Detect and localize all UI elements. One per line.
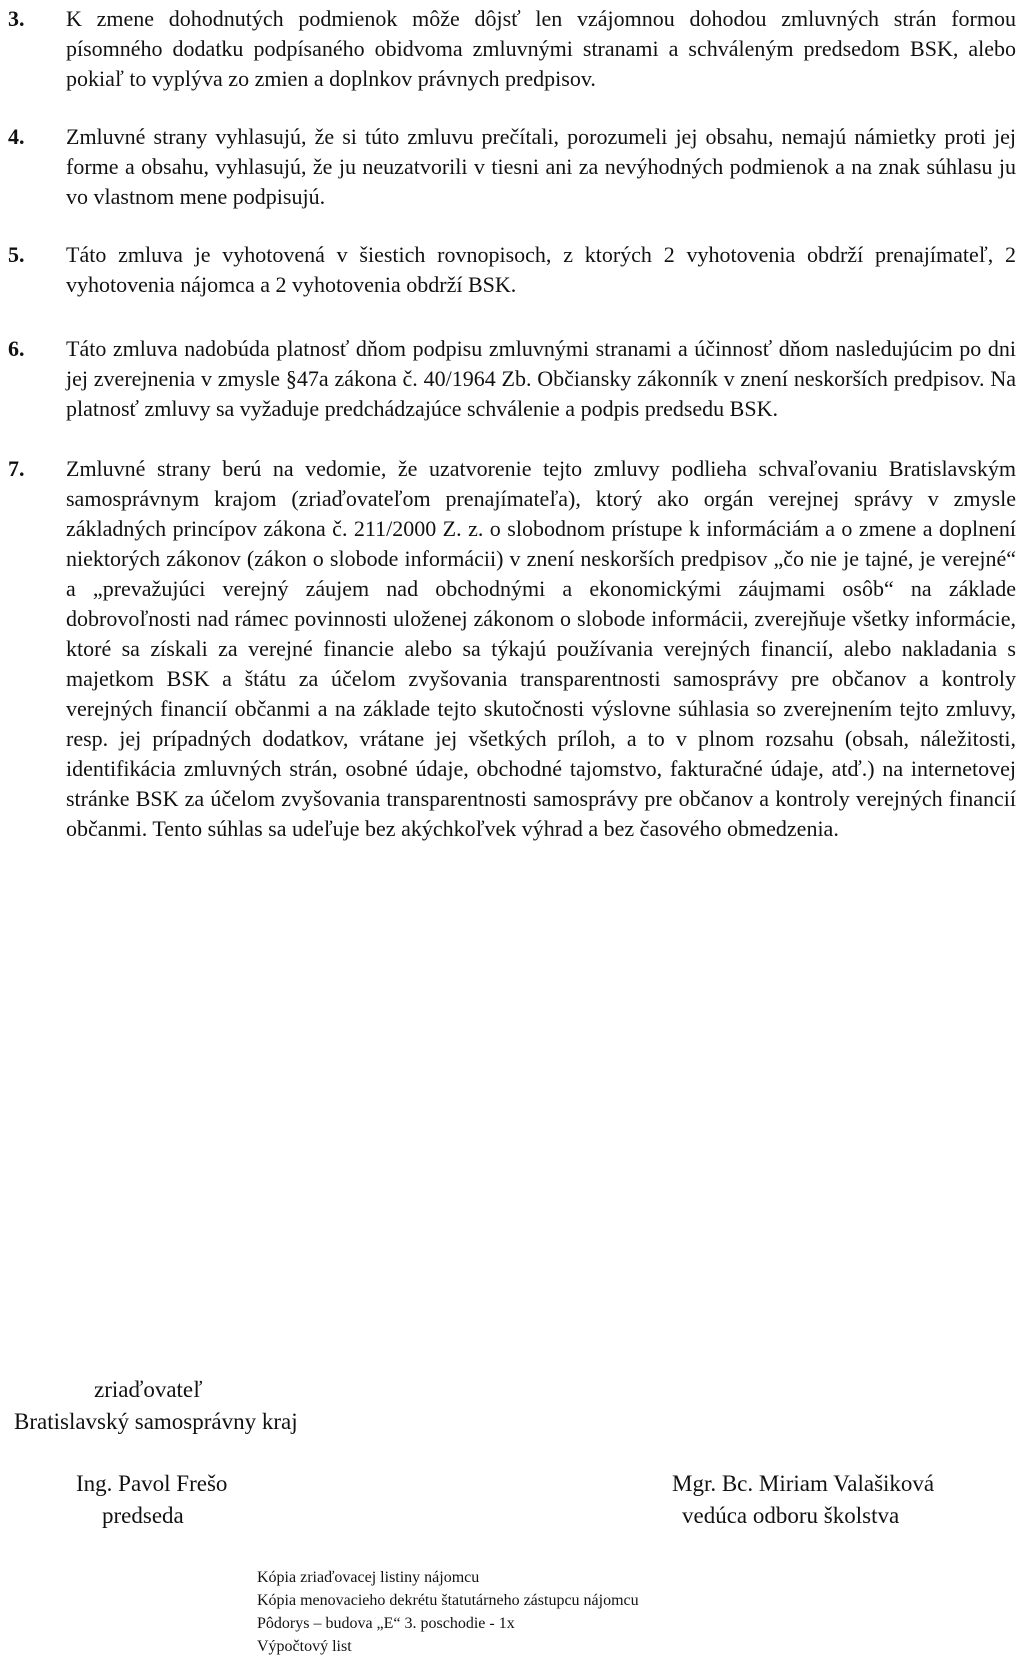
signatory-right-role: vedúca odboru školstva <box>682 1503 900 1528</box>
clause-6 <box>0 334 1024 454</box>
founder-role: zriaďovateľ <box>94 1377 203 1402</box>
clause-text: Táto zmluva je vyhotovená v šiestich rovnopisoch, z ktorých 2 vyhotovenia obdrží prenajímateľ, 2 vyhotovenia nájomca a 2 vyhotovenia obdrží BSK. <box>66 242 1016 297</box>
clause-text: Zmluvné strany berú na vedomie, že uzatvorenie tejto zmluvy podlieha schvaľovaniu Bratislavským samosprávnym krajom (zriaďovateľom prenajímateľa), ktorý ako orgán verejnej správy v zmysle základných princípov zákona č. 211/2000 Z. z. o slobodnom prístupe k informáciám a o zmene a doplnení niektorých zákonov (zákon o slobode informácii) v znení neskorších predpisov „čo nie je tajné, je verejné“ a „prevažujúci verejný záujem nad obchodnými a ekonomickými záujmami osôb“ na základe dobrovoľnosti nad rámec povinnosti uloženej zákonom o slobode informácii, zverejňuje všetky informácie, ktoré sa získali za verejné financie alebo sa týkajú používania verejných financií, alebo nakladania s majetkom BSK a štátu za účelom zvyšovania transparentnosti samosprávy pre občanov a kontroly verejných financií občanmi a na základe tejto skutočnosti výslovne súhlasia so zverejnením tejto zmluvy, resp. jej prípadných dodatkov, vrátane jej všetkých príloh, a to v plnom rozsahu (obsah, náležitosti, identifikácia zmluvných strán, osobné údaje, obchodné tajomstvo, fakturačné údaje, atď.) na internetovej stránke BSK za účelom zvyšovania transparentnosti samosprávy pre občanov a kontroly verejných financií občanmi. Tento súhlas sa udeľuje bez akýchkoľvek výhrad a bez časového obmedzenia. <box>66 456 1016 841</box>
attachment-item: Kópia zriaďovacej listiny nájomcu <box>257 1569 480 1586</box>
signatory-left-role: predseda <box>102 1503 184 1528</box>
attachment-item: Výpočtový list <box>257 1638 352 1655</box>
attachments-list <box>257 1566 639 1658</box>
clause-number: 4. <box>8 124 25 149</box>
founder-organization: Bratislavský samosprávny kraj <box>14 1409 298 1434</box>
clause-number: 3. <box>8 6 25 31</box>
clause-text: Táto zmluva nadobúda platnosť dňom podpisu zmluvnými stranami a účinnosť dňom nasledujúcim po dni jej zverejnenia v zmysle §47a zákona č. 40/1964 Zb. Občiansky zákonník v znení neskorších predpisov. Na platnosť zmluvy sa vyžaduje predchádzajúce schválenie a podpis predsedu BSK. <box>66 336 1016 421</box>
clause-text: K zmene dohodnutých podmienok môže dôjsť len vzájomnou dohodou zmluvných strán formou písomného dodatku podpísaného obidvoma zmluvnými stranami a schváleným predsedom BSK, alebo pokiaľ to vyplýva zo zmien a doplnkov právnych predpisov. <box>66 6 1016 91</box>
clause-4 <box>0 122 1024 212</box>
clause-5 <box>0 240 1024 300</box>
signatory-left-name: Ing. Pavol Frešo <box>76 1471 228 1496</box>
clause-3 <box>0 4 1024 94</box>
clause-7 <box>0 454 1024 954</box>
attachment-item: Pôdorys – budova „E“ 3. poschodie - 1x <box>257 1615 515 1632</box>
clause-number: 5. <box>8 242 25 267</box>
clause-number: 6. <box>8 336 25 361</box>
attachment-item: Kópia menovacieho dekrétu štatutárneho zástupcu nájomcu <box>257 1592 639 1609</box>
clause-number: 7. <box>8 456 25 481</box>
signatory-right-name: Mgr. Bc. Miriam Valašiková <box>672 1471 935 1496</box>
clause-text: Zmluvné strany vyhlasujú, že si túto zmluvu prečítali, porozumeli jej obsahu, nemajú námietky proti jej forme a obsahu, vyhlasujú, že ju neuzatvorili v tiesni ani za nevýhodných podmienok a na znak súhlasu ju vo vlastnom mene podpisujú. <box>66 124 1016 209</box>
